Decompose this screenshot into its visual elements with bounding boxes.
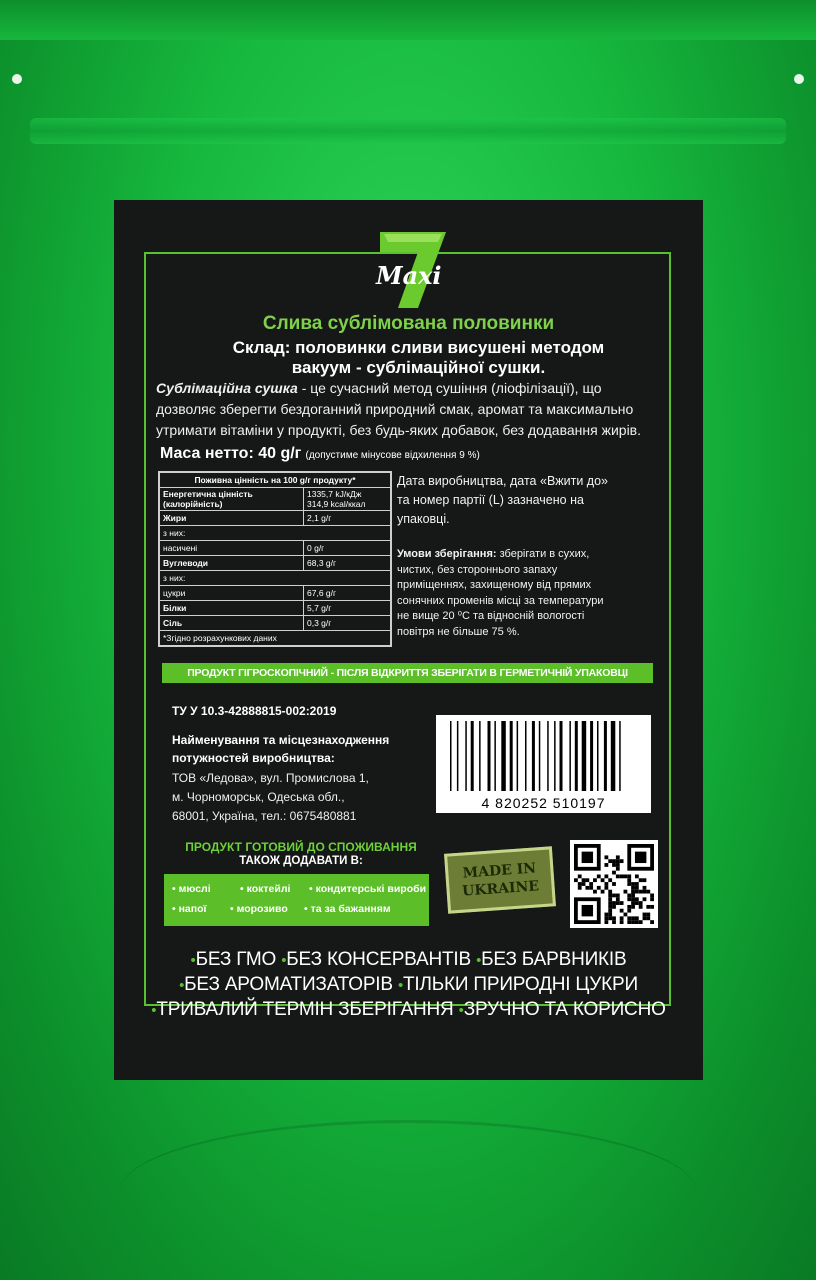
table-row <box>160 526 391 541</box>
stamp-line: MADE IN <box>462 860 537 882</box>
product-label <box>114 200 703 1080</box>
claim: ЗРУЧНО ТА КОРИСНО <box>463 999 666 1020</box>
date-line: та номер партії (L) зазначено на <box>397 493 584 507</box>
add-item: • коктейлі <box>240 883 291 895</box>
description-text: - це сучасний метод сушіння (ліофілізації), що <box>297 380 602 396</box>
storage-line: не вище 20 ⁰С та відносній вологості <box>397 610 585 622</box>
fat-label: Жири <box>160 511 304 526</box>
bullet-icon: • <box>458 1002 464 1019</box>
claim: ТРИВАЛИЙ ТЕРМІН ЗБЕРІГАННЯ <box>156 999 454 1020</box>
address-line: ТОВ «Ледова», вул. Промислова 1, <box>172 771 369 785</box>
nutrition-table <box>158 471 392 647</box>
storage-line: зберігати в сухих, <box>496 548 590 560</box>
table-row <box>160 571 391 586</box>
table-row <box>160 511 391 526</box>
address-line: м. Чорноморськ, Одеська обл., <box>172 790 345 804</box>
bullet-icon: • <box>151 1002 157 1019</box>
add-item: • морозиво <box>230 903 288 915</box>
producer-heading <box>172 731 432 767</box>
producer-heading-line: потужностей виробництва: <box>172 751 335 765</box>
claim: ТІЛЬКИ ПРИРОДНІ ЦУКРИ <box>403 974 638 995</box>
mass-note: (допустиме мінусове відхилення 9 %) <box>305 450 480 461</box>
bullet-icon: • <box>281 952 287 969</box>
qr-code-modules <box>570 840 658 928</box>
bullet-icon: • <box>397 977 403 994</box>
claim: БЕЗ БАРВНИКІВ <box>481 949 627 970</box>
saturated-value: 0 g/г <box>304 541 391 556</box>
barcode-number: 4 820252 510197 <box>481 795 606 811</box>
producer-heading-line: Найменування та місцезнаходження <box>172 733 390 747</box>
sugars-label: цукри <box>160 586 304 601</box>
date-line: Дата виробництва, дата «Вжити до» <box>397 474 608 488</box>
energy-label: Енергетична цінність (калорійність) <box>160 488 304 511</box>
claim: БЕЗ АРОМАТИЗАТОРІВ <box>184 974 393 995</box>
claims-line <box>114 973 703 998</box>
pouch-top-seal <box>0 0 816 40</box>
composition-line: Склад: половинки сливи висушені методом <box>232 338 605 357</box>
sugars-value: 67,6 g/г <box>304 586 391 601</box>
claims-line <box>114 948 703 973</box>
claim: БЕЗ КОНСЕРВАНТІВ <box>286 949 471 970</box>
ready-title: ПРОДУКТ ГОТОВИЙ ДО СПОЖИВАННЯ <box>185 840 417 854</box>
address-line: 68001, Україна, тел.: 0675480881 <box>172 809 357 823</box>
protein-label: Білки <box>160 601 304 616</box>
description-text: утримати вітаміни у продукті, без будь-яких добавок, без додавання жирів. <box>156 422 642 438</box>
claim: БЕЗ ГМО <box>195 949 277 970</box>
bullet-icon: • <box>179 977 185 994</box>
salt-label: Сіль <box>160 616 304 631</box>
carbs-label: Вуглеводи <box>160 556 304 571</box>
storage-line: приміщеннях, захищеному від прямих <box>397 579 592 591</box>
pouch-zipper <box>30 118 786 144</box>
fat-value: 2,1 g/г <box>304 511 391 526</box>
salt-value: 0,3 g/г <box>304 616 391 631</box>
stamp-line: UKRAINE <box>461 878 540 900</box>
net-mass <box>160 445 480 463</box>
logo-word: Maxi <box>376 261 442 290</box>
claims-line <box>114 998 703 1023</box>
add-item: • мюслі <box>172 883 211 895</box>
add-to-box <box>164 874 429 926</box>
qr-code <box>570 840 658 928</box>
add-item: • напої <box>172 903 207 915</box>
energy-value: 1335,7 kJ/кДж 314,9 kcal/ккал <box>304 488 391 511</box>
tu-code: ТУ У 10.3-42888815-002:2019 <box>172 704 337 718</box>
barcode <box>436 715 651 813</box>
of-which: з них: <box>160 571 391 586</box>
add-to-subtitle: ТАКОЖ ДОДАВАТИ В: <box>239 855 363 867</box>
made-in-ukraine-stamp <box>444 846 556 913</box>
storage-conditions <box>397 547 672 640</box>
brand-logo <box>358 220 458 310</box>
pouch-crease <box>120 1120 696 1263</box>
storage-line: чистих, без стороннього запаху <box>397 563 558 576</box>
date-info <box>397 472 677 529</box>
composition-line: вакуум - сублімаційної сушки. <box>291 358 546 377</box>
description <box>156 378 671 441</box>
table-row <box>160 556 391 571</box>
table-row <box>160 601 391 616</box>
barcode-bars <box>436 715 651 793</box>
of-which: з них: <box>160 526 391 541</box>
storage-line: повітря не більше 75 %. <box>397 625 520 638</box>
tear-notch-right <box>794 74 804 84</box>
add-item: • кондитерські вироби <box>309 883 427 895</box>
description-text: дозволяє зберегти бездоганний природний смак, аромат та максимально <box>156 401 634 417</box>
table-row <box>160 586 391 601</box>
table-row <box>160 541 391 556</box>
producer-address <box>172 769 402 826</box>
nutrition-footnote: *Згідно розрахункових даних <box>160 631 391 646</box>
carbs-value: 68,3 g/г <box>304 556 391 571</box>
storage-label: Умови зберігання: <box>397 548 497 560</box>
tear-notch-left <box>12 74 22 84</box>
description-lead: Сублімаційна сушка <box>156 380 298 396</box>
table-row <box>160 631 391 646</box>
nutrition-header: Поживна цінність на 100 g/г продукту* <box>160 473 391 488</box>
add-item: • та за бажанням <box>304 903 391 915</box>
mass-label: Маса нетто: 40 g/г <box>160 445 302 462</box>
date-line: упаковці. <box>397 512 450 526</box>
table-row <box>160 616 391 631</box>
protein-value: 5,7 g/г <box>304 601 391 616</box>
product-title: Слива сублімована половинки <box>262 313 555 334</box>
bullet-icon: • <box>190 952 196 969</box>
claims <box>114 948 703 1023</box>
saturated-label: насичені <box>160 541 304 556</box>
composition <box>174 338 663 378</box>
hygroscopic-banner: ПРОДУКТ ГІГРОСКОПІЧНИЙ - ПІСЛЯ ВІДКРИТТЯ ЗБЕРІГАТИ В ГЕРМЕТИЧНІЙ УПАКОВЦІ <box>162 663 653 683</box>
storage-line: сонячних променів місці за температури <box>397 594 604 607</box>
table-row <box>160 488 391 511</box>
bullet-icon: • <box>476 952 482 969</box>
